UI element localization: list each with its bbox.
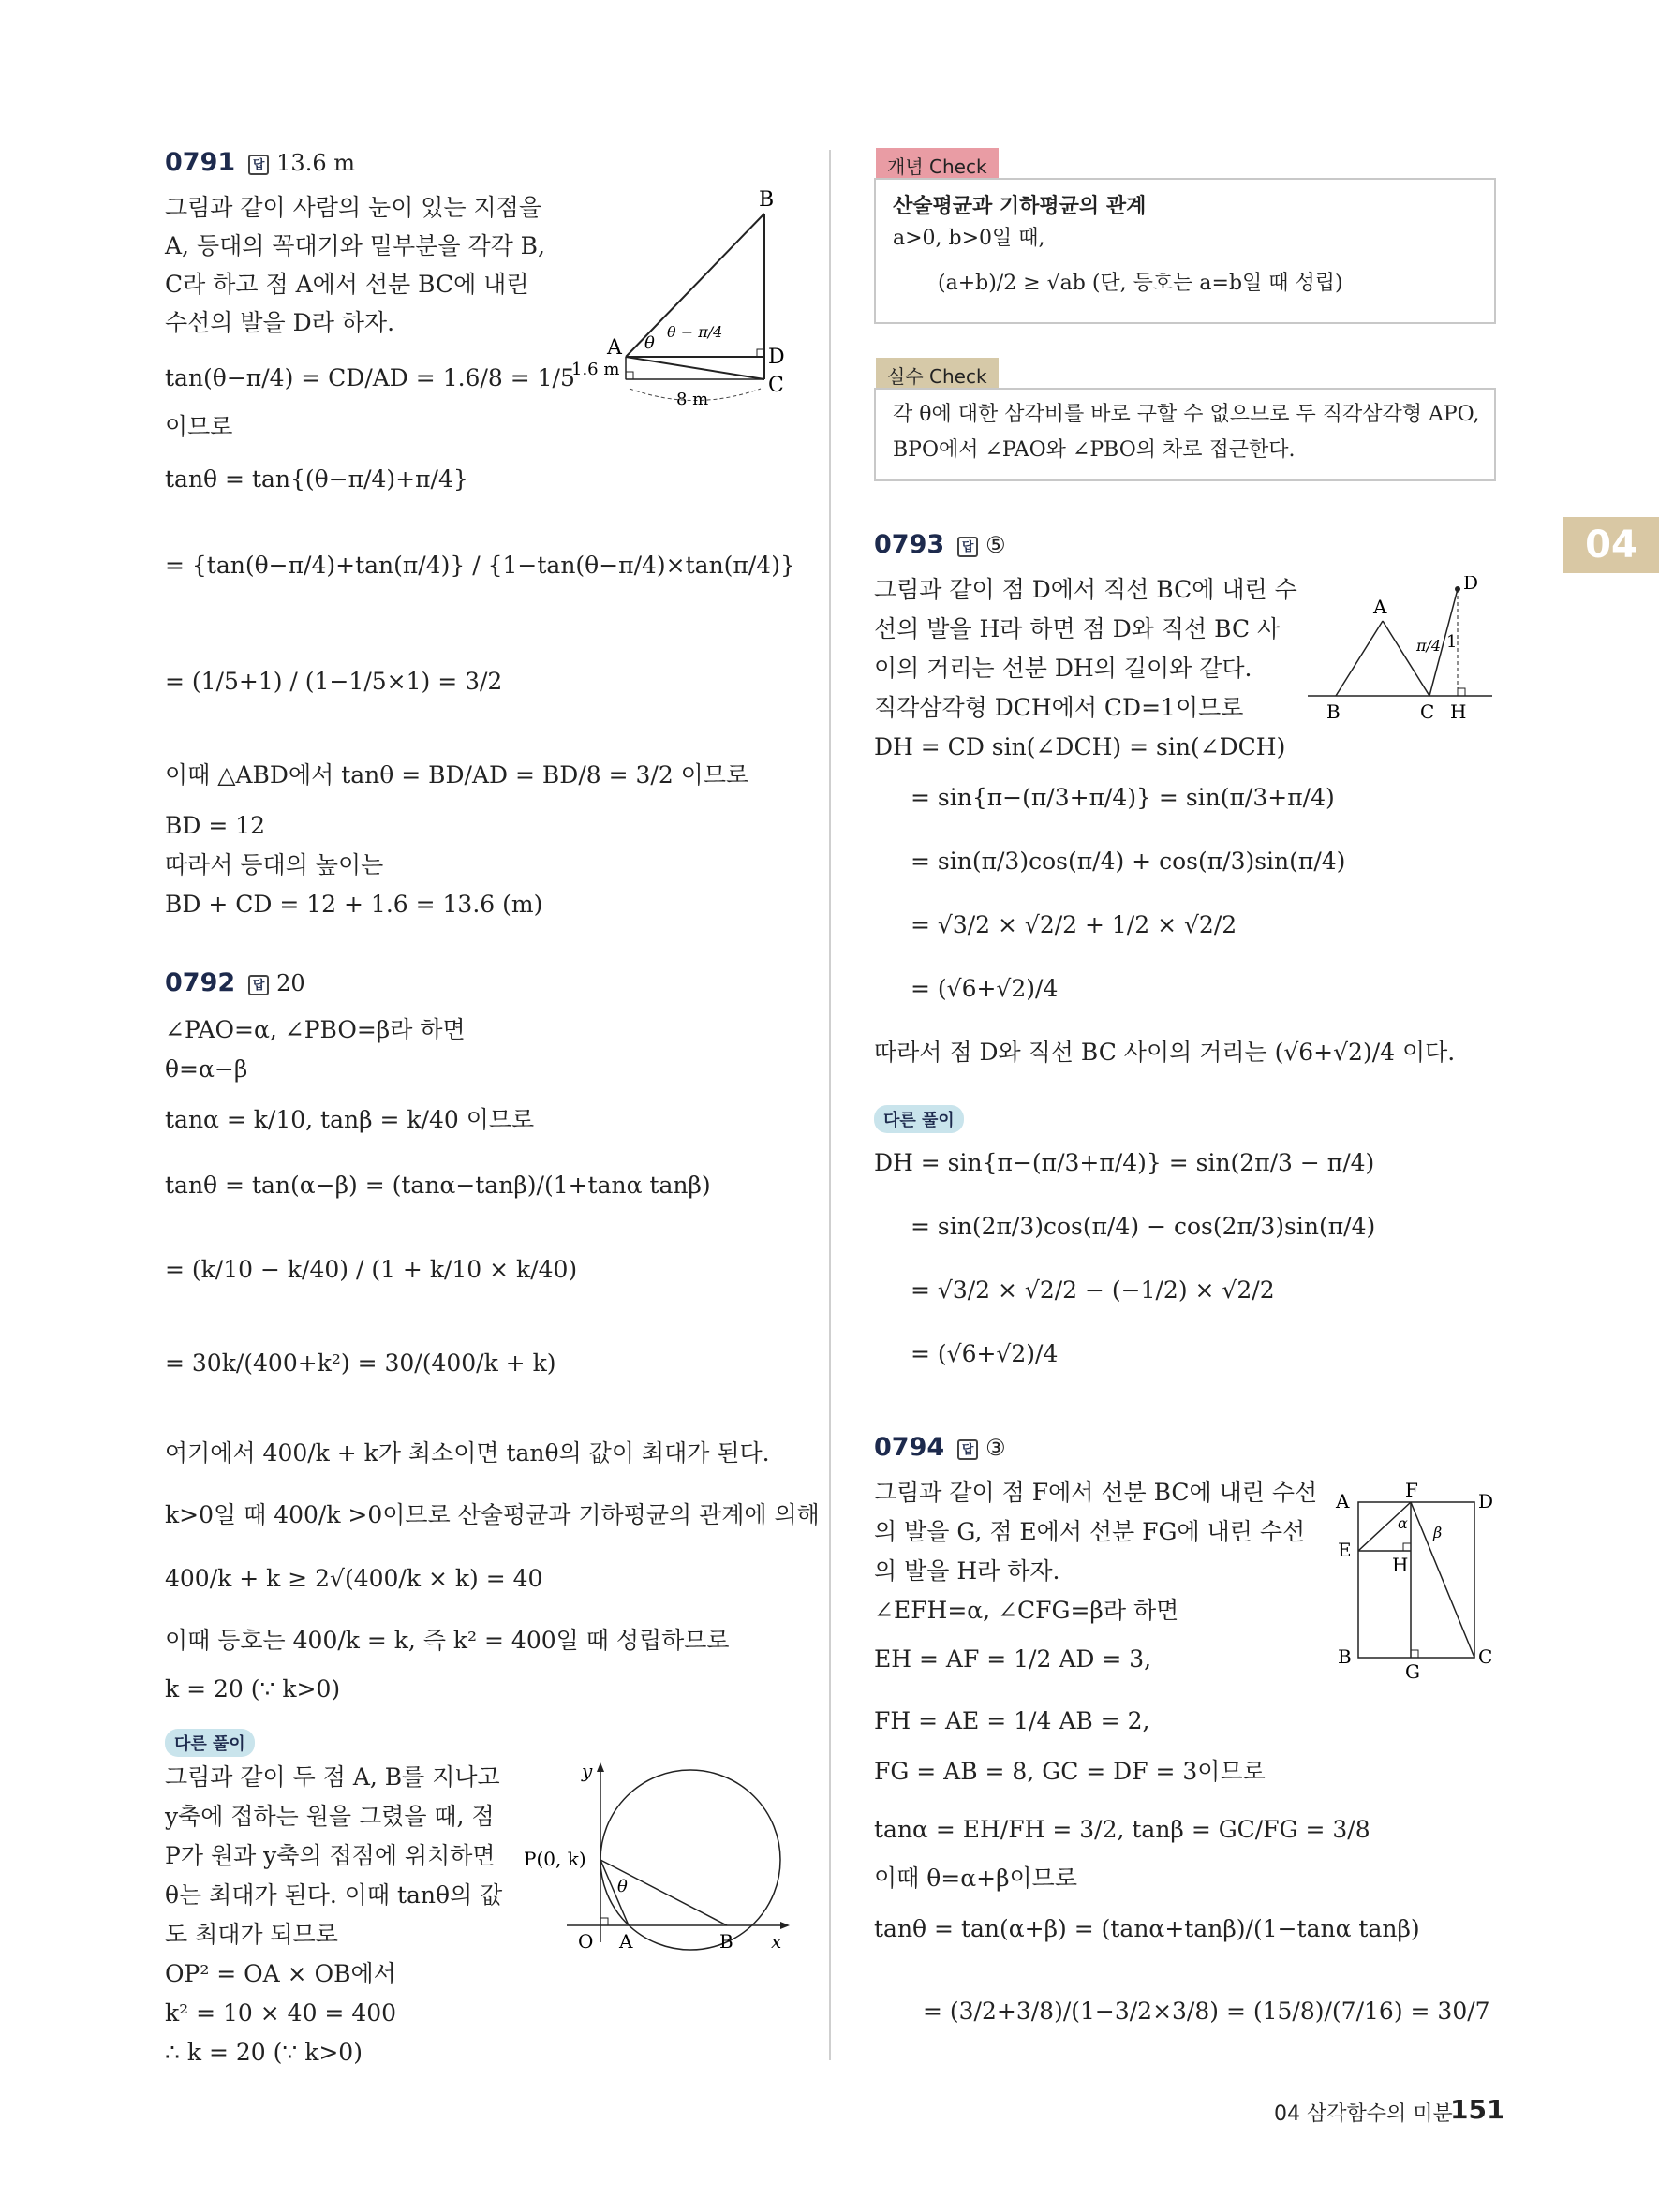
answer-value: ③ [985,1435,1006,1461]
formula-line: tanθ = tan{(θ−π/4)+π/4} [165,465,468,493]
fig-label-a: A [607,336,622,360]
fig-label-base: 8 m [676,390,709,409]
text-line: ∠PAO=α, ∠PBO=β라 하면 [165,1016,466,1043]
text-line: 그림과 같이 점 F에서 선분 BC에 내린 수선 [874,1479,1318,1506]
fig-label-c: C [1420,700,1435,723]
fig-label-one: 1 [1446,632,1458,652]
formula-line: DH = sin{π−(π/3+π/4)} = sin(2π/3 − π/4) [874,1149,1375,1176]
fig-label-height: 1.6 m [571,360,620,379]
page-number: 151 [1450,2094,1505,2125]
text-line: θ는 최대가 된다. 이때 tanθ의 값 [165,1881,503,1909]
concept-formula: (a+b)/2 ≥ √ab (단, 등호는 a=b일 때 성립) [938,272,1343,295]
formula-line: = (3/2+3/8)/(1−3/2×3/8) = (15/8)/(7/16) = 30/7 [923,1998,1490,2025]
concept-title: 산술평균과 기하평균의 관계 [893,195,1147,218]
text-line: 의 발을 G, 점 E에서 선분 FG에 내린 수선 [874,1518,1306,1545]
fig-label-p: P(0, k) [524,1848,586,1870]
problem-0794-header [874,1433,1006,1462]
fig-label-y: y [582,1761,593,1782]
problem-number: 0791 [165,148,236,177]
fig-label-c: C [1478,1645,1493,1668]
fig-label-angle: π/4 [1416,637,1442,655]
formula-line: EH = AF = 1/2 AD = 3, [874,1645,1152,1673]
text-line: 그림과 같이 두 점 A, B를 지나고 [165,1763,500,1791]
text-line: 그림과 같이 사람의 눈이 있는 지점을 [165,194,541,221]
text-line: 따라서 등대의 높이는 [165,851,384,878]
fig-label-x: x [771,1930,782,1953]
text-line: 이의 거리는 선분 DH의 길이와 같다. [874,655,1252,682]
fig-label-o: O [578,1930,594,1953]
formula-line: = sin{π−(π/3+π/4)} = sin(π/3+π/4) [911,784,1335,811]
fig-label-d: D [768,346,785,369]
fig-label-d: D [1463,576,1479,594]
fig-label-a: A [1336,1490,1350,1512]
fig-label-angle: θ − π/4 [667,323,723,341]
text-line: 의 발을 H라 하자. [874,1557,1060,1585]
text-line: 도 최대가 되므로 [165,1921,338,1948]
formula-line: BD = 12 [165,812,266,839]
text-line: 이때 등호는 400/k = k, 즉 k² = 400일 때 성립하므로 [165,1627,730,1654]
formula-line: BD + CD = 12 + 1.6 = 13.6 (m) [165,891,543,918]
text-line: C라 하고 점 A에서 선분 BC에 내린 [165,271,529,298]
footer-section-title: 04 삼각함수의 미분 [1274,2102,1453,2126]
concept-check-box [874,178,1496,324]
formula-line: tanα = EH/FH = 3/2, tanβ = GC/FG = 3/8 [874,1816,1370,1843]
text-line: 선의 발을 H라 하면 점 D와 직선 BC 사 [874,615,1281,642]
formula-line: 이때 △ABD에서 tanθ = BD/AD = BD/8 = 3/2 이므로 [165,761,749,789]
formula-line: ∠EFH=α, ∠CFG=β라 하면 [874,1597,1179,1624]
formula-line: θ=α−β [165,1055,248,1083]
fig-label-a: A [619,1930,633,1953]
text-line: 직각삼각형 DCH에서 CD=1이므로 [874,694,1244,721]
formula-line: = sin(π/3)cos(π/4) + cos(π/3)sin(π/4) [911,848,1346,875]
formula-line: OP² = OA × OB에서 [165,1960,396,1987]
formula-line: = (√6+√2)/4 [911,975,1059,1002]
formula-line: tanθ = tan(α−β) = (tanα−tanβ)/(1+tanα tanβ) [165,1172,711,1199]
formula-line: = sin(2π/3)cos(π/4) − cos(2π/3)sin(π/4) [911,1213,1376,1240]
fig-label-h: H [1392,1554,1409,1576]
alt-solution-badge: 다른 풀이 [165,1729,255,1757]
figure-0794 [1330,1480,1499,1686]
figure-0791 [562,187,796,412]
text-line: k>0일 때 400/k >0이므로 산술평균과 기하평균의 관계에 의해 [165,1501,820,1528]
text-line: y축에 접하는 원을 그렸을 때, 점 [165,1803,495,1830]
fig-label-e: E [1338,1539,1352,1561]
answer-value: 13.6 m [276,150,355,176]
fig-label-g: G [1405,1660,1420,1683]
mistake-line: 각 θ에 대한 삼각비를 바로 구할 수 없으므로 두 직각삼각형 APO, [893,403,1480,426]
formula-line: ∴ k = 20 (∵ k>0) [165,2039,363,2066]
formula-line: tan(θ−π/4) = CD/AD = 1.6/8 = 1/5 [165,364,575,391]
answer-value: 20 [276,970,305,996]
fig-label-c: C [768,374,784,397]
formula-line: = {tan(θ−π/4)+tan(π/4)} / {1−tan(θ−π/4)×tan(π/4)} [165,552,795,579]
fig-label-alpha: α [1398,1514,1408,1532]
formula-line: tanα = k/10, tanβ = k/40 이므로 [165,1106,535,1133]
text-line: 수선의 발을 D라 하자. [165,309,395,336]
problem-0793-header [874,530,1006,559]
formula-line: k = 20 (∵ k>0) [165,1675,341,1703]
formula-line: = (k/10 − k/40) / (1 + k/10 × k/40) [165,1256,578,1283]
formula-line: = (1/5+1) / (1−1/5×1) = 3/2 [165,668,503,695]
answer-icon: 답 [957,537,978,557]
text-line: A, 등대의 꼭대기와 밑부분을 각각 B, [165,232,546,259]
chapter-tab: 04 [1563,517,1659,573]
answer-icon: 답 [248,155,269,175]
formula-line: = 30k/(400+k²) = 30/(400/k + k) [165,1349,556,1377]
problem-number: 0793 [874,530,945,559]
fig-label-theta: θ [644,333,655,353]
fig-label-beta: β [1433,1524,1443,1541]
figure-0793 [1300,576,1497,726]
mistake-line: BPO에서 ∠PAO와 ∠PBO의 차로 접근한다. [893,438,1296,462]
answer-icon: 답 [248,975,269,995]
column-divider [829,150,831,2060]
formula-line: FG = AB = 8, GC = DF = 3이므로 [874,1758,1266,1785]
fig-label-theta: θ [617,1877,628,1896]
formula-line: FH = AE = 1/4 AB = 2, [874,1707,1150,1734]
answer-value: ⑤ [985,532,1006,558]
problem-0791-header [165,148,355,177]
fig-label-b: B [1338,1645,1352,1668]
text-line: 여기에서 400/k + k가 최소이면 tanθ의 값이 최대가 된다. [165,1439,770,1467]
answer-icon: 답 [957,1439,978,1460]
mistake-check-box [874,388,1496,481]
mistake-check-tag: 실수 Check [876,358,999,392]
problem-number: 0792 [165,968,236,997]
formula-line: = √3/2 × √2/2 + 1/2 × √2/2 [911,911,1237,938]
concept-check-tag: 개념 Check [876,148,999,183]
formula-line: = (√6+√2)/4 [911,1340,1059,1367]
fig-label-b: B [719,1930,733,1953]
formula-line: tanθ = tan(α+β) = (tanα+tanβ)/(1−tanα tanβ) [874,1915,1420,1942]
alt-solution-badge: 다른 풀이 [874,1105,964,1133]
formula-line: = √3/2 × √2/2 − (−1/2) × √2/2 [911,1276,1275,1304]
fig-label-h: H [1450,700,1467,723]
formula-line: DH = CD sin(∠DCH) = sin(∠DCH) [874,733,1286,760]
concept-condition: a>0, b>0일 때, [893,227,1045,250]
text-line: 그림과 같이 점 D에서 직선 BC에 내린 수 [874,576,1297,603]
text-line: 이므로 [165,413,233,440]
fig-label-b: B [1326,700,1341,723]
text-line: 이때 θ=α+β이므로 [874,1865,1077,1892]
fig-label-f: F [1405,1480,1418,1501]
problem-0792-header [165,968,305,997]
text-line: P가 원과 y축의 접점에 위치하면 [165,1842,496,1869]
problem-number: 0794 [874,1433,945,1462]
formula-line: k² = 10 × 40 = 400 [165,1999,397,2027]
fig-label-d: D [1478,1490,1494,1512]
fig-label-b: B [759,188,775,212]
fig-label-a: A [1373,596,1387,618]
formula-line: 400/k + k ≥ 2√(400/k × k) = 40 [165,1565,543,1592]
text-line: 따라서 점 D와 직선 BC 사이의 거리는 (√6+√2)/4 이다. [874,1039,1456,1066]
figure-0792 [520,1761,801,1962]
